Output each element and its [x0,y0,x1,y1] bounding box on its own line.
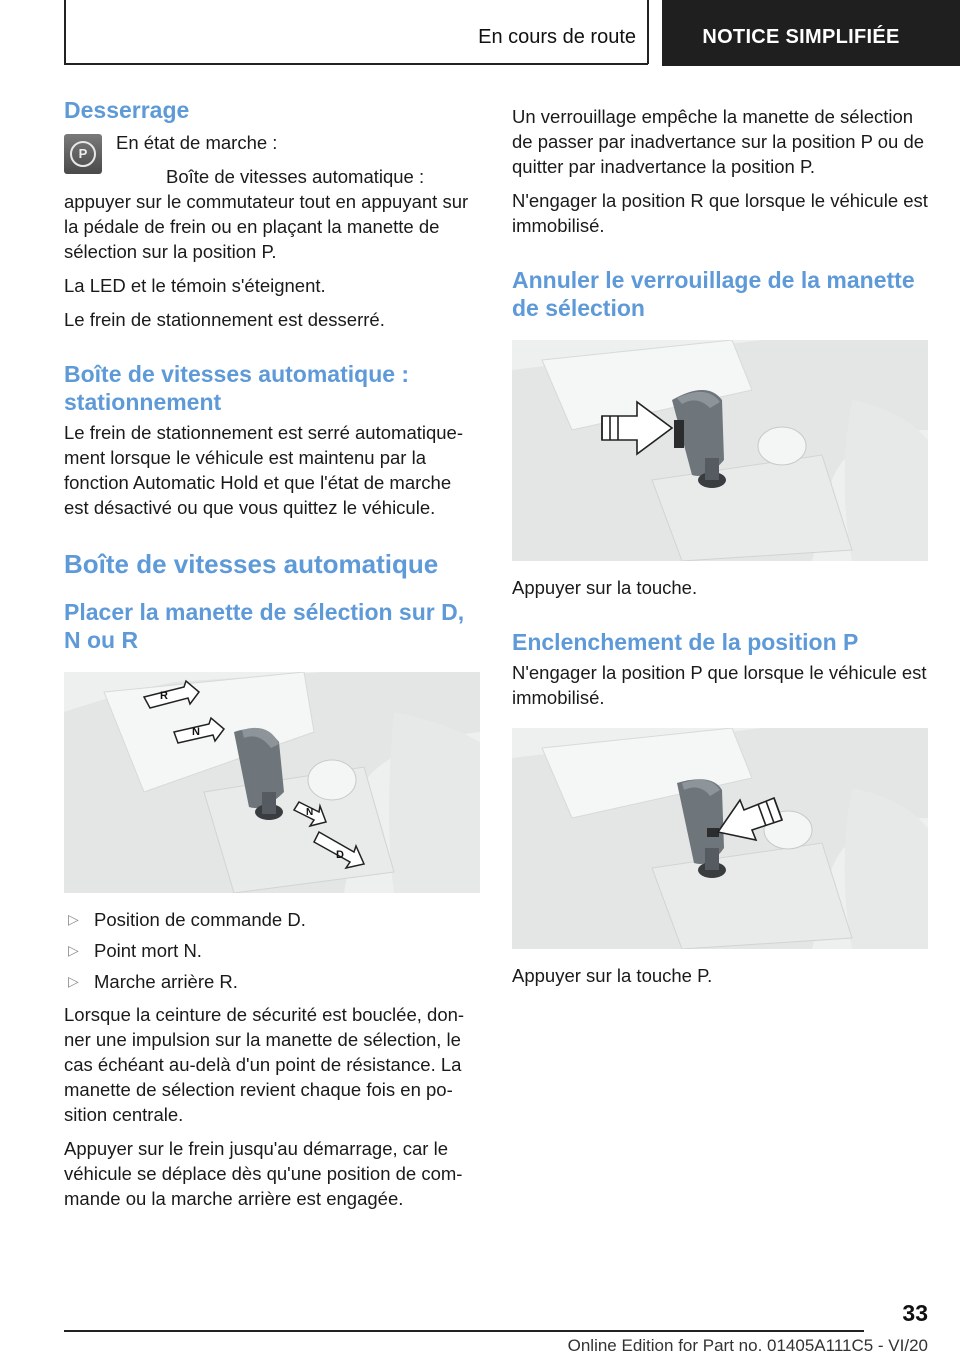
footer-edition: Online Edition for Part no. 01405A111C5 - VI/20 [567,1336,928,1355]
header-section-title: En cours de route [478,26,636,48]
unlock-button-illustration [512,340,928,561]
enclenchement-p2: Appuyer sur la touche P. [512,965,713,986]
enclenchement-p1: N'engager la position P que lorsque le véhicule est immobilisé. [512,662,927,708]
placer-p2: Appuyer sur le frein jusqu'au démarrage, car le véhicule se déplace dès qu'une position de commande ou la marche arrière est engagée. [64,1138,463,1209]
parking-brake-icon: P [64,134,102,174]
desserrage-p4: Le frein de stationnement est desserré. [64,309,385,330]
desserrage-p3: La LED et le témoin s'éteignent. [64,275,326,296]
header-bottom-rule [64,63,648,65]
triangle-right-icon: ▷ [68,973,79,989]
gear-selector-illustration-drn [64,672,480,893]
right-column [512,96,928,988]
drive-positions-list [64,907,480,994]
header-tag-label: NOTICE SIMPLIFIÉE [702,26,900,48]
header-tag [662,0,960,66]
triangle-right-icon: ▷ [68,942,79,958]
illus-label-r: R [160,690,168,702]
triangle-right-icon: ▷ [68,911,79,927]
desserrage-intro [64,130,480,264]
heading-stationnement: Boîte de vitesses automatique : stationnement [64,361,410,415]
stationnement-p1: Le frein de stationnement est serré automatiquement lorsque le véhicule est maintenu par la fonction Automatic Hold et que l'état de marche est désactivé ou que vous quittez le véhicule. [64,422,464,518]
desserrage-p2: Boîte de vitesses automatique : appuyer sur le commutateur tout en appuyant sur la pédale de frein ou en plaçant la manette de sélection sur la position P. [64,166,469,262]
heading-annuler-verrouillage: Annuler le verrouillage de la manette de sélection [512,267,915,321]
header-separator [647,0,649,64]
illus-label-n-top: N [192,726,200,738]
illus-label-d: D [336,849,344,861]
lock-intro-p2: N'engager la position R que lorsque le véhicule est immobilisé. [512,190,928,236]
footer-rule [64,1330,864,1332]
heading-desserrage: Desserrage [64,97,190,123]
placer-p1: Lorsque la ceinture de sécurité est bouclée, donner une impulsion sur la manette de sélection, le cas échéant au-delà d'un point de résistance. La manette de sélection revient chaque fois en position centrale. [64,1004,465,1125]
illus-label-n-bottom: N [306,807,314,818]
heading-boite-automatique: Boîte de vitesses automatique [64,549,439,579]
p-button-illustration [512,728,928,949]
page-number: 33 [902,1300,928,1326]
list-item: ▷ Marche arrière R. [68,971,238,992]
annuler-p1: Appuyer sur la touche. [512,577,698,598]
heading-placer-manette: Placer la manette de sélection sur D, N ou R [64,599,465,653]
desserrage-p1: En état de marche : [116,132,278,153]
header-left-rule [64,0,66,64]
list-item: ▷ Position de commande D. [68,909,306,930]
left-column [64,96,480,1211]
page-header [0,0,960,66]
list-item: ▷ Point mort N. [68,940,202,961]
lock-intro-p1: Un verrouillage empêche la manette de sélection de passer par inadvertance sur la position P ou de quitter par inadvertance la position P. [512,106,925,177]
heading-enclenchement-p: Enclenchement de la position P [512,629,859,655]
